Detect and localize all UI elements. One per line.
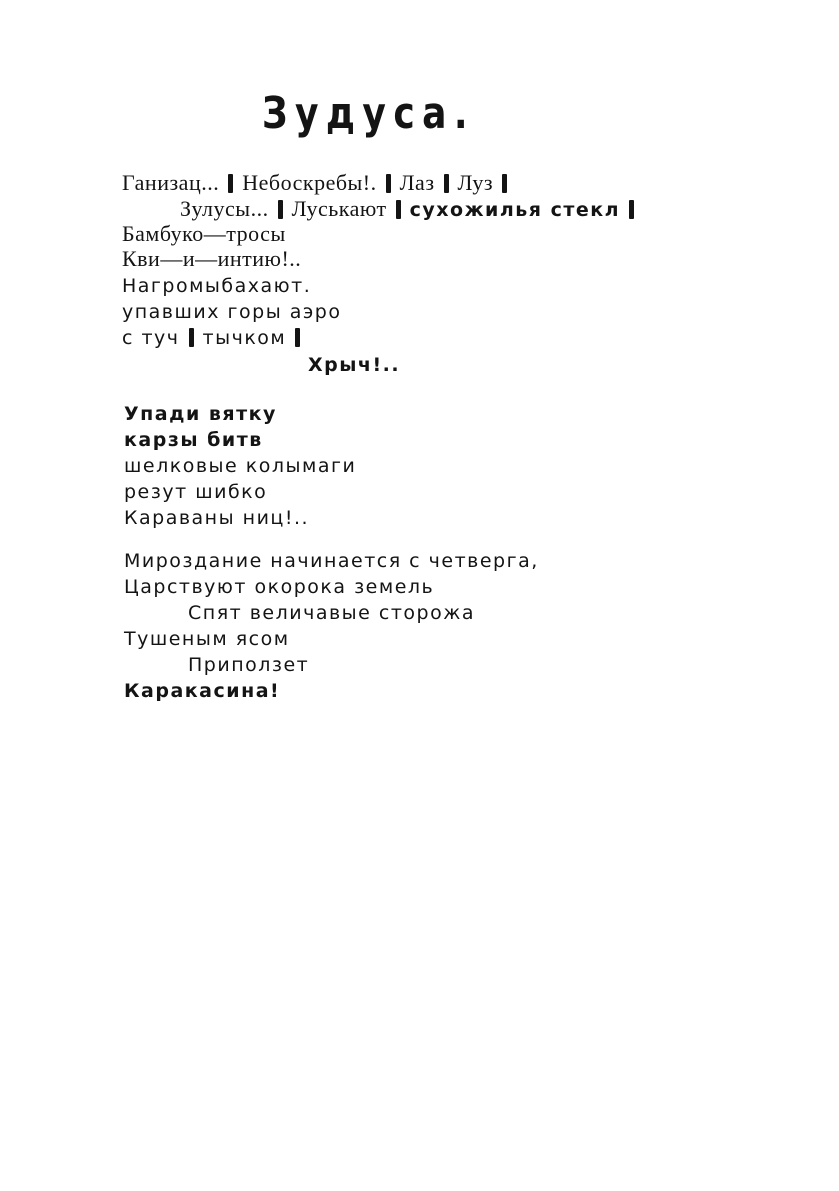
- poem-line: [180, 196, 634, 223]
- poem-line: Упади вятку: [124, 403, 277, 425]
- poem-word: Ганизац...: [122, 170, 220, 195]
- poem-line: Караваны ниц!..: [124, 507, 310, 529]
- poem-word: с туч: [122, 327, 180, 349]
- poem-line: Спят величавые сторожа: [188, 602, 475, 624]
- poem-line: Хрыч!..: [308, 354, 401, 376]
- separator-bar-icon: [444, 174, 449, 193]
- poem-line: Царствуют окорока земель: [124, 576, 435, 598]
- poem-word: Луз: [457, 170, 494, 195]
- separator-bar-icon: [295, 328, 300, 347]
- separator-bar-icon: [386, 174, 391, 193]
- separator-bar-icon: [278, 200, 283, 219]
- poem-line: Бамбуко—тросы: [122, 221, 286, 246]
- separator-bar-icon: [228, 174, 233, 193]
- separator-bar-icon: [502, 174, 507, 193]
- poem-word: сухожилья стекл: [409, 199, 621, 221]
- separator-bar-icon: [396, 200, 401, 219]
- poem-word: Лаз: [399, 170, 435, 195]
- poem-word: Небоскребы!.: [242, 170, 377, 195]
- poem-line: Приползет: [188, 654, 310, 676]
- poem-line: [122, 170, 516, 196]
- poem-line: упавших горы аэро: [122, 301, 342, 323]
- poem-line: Мироздание начинается с четверга,: [124, 550, 539, 572]
- poem-line: Нагромыбахают.: [122, 275, 312, 297]
- poem-line: Каракасина!: [124, 680, 281, 702]
- poem-line: резут шибко: [124, 481, 268, 503]
- poem-word: Луськают: [291, 196, 387, 221]
- poem-line: шелковые колымаги: [124, 455, 357, 477]
- poem-line: [122, 325, 309, 351]
- poem-word: тычком: [202, 327, 287, 349]
- poem-line: карзы битв: [124, 429, 263, 451]
- separator-bar-icon: [189, 328, 194, 347]
- poem-line: Тушеным ясом: [124, 628, 290, 650]
- poem-title: Зудуса.: [262, 88, 475, 139]
- separator-bar-icon: [629, 200, 634, 219]
- poem-word: Зулусы...: [180, 196, 269, 221]
- poem-line: Кви—и—интию!..: [122, 246, 302, 271]
